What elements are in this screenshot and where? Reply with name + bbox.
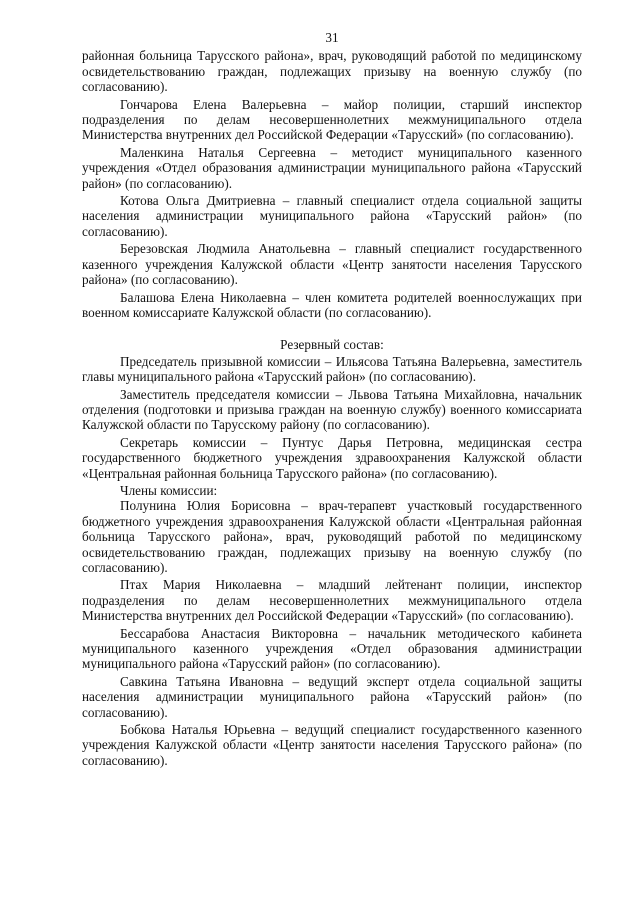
reserve-heading: Резервный состав: xyxy=(280,337,384,353)
member-paragraph: Савкина Татьяна Ивановна – ведущий эксперт отдела социальной защиты населения администрации муниципального района «Тарусский район» (по согласованию). xyxy=(82,673,582,720)
reserve-chair-paragraph: Председатель призывной комиссии – Ильясова Татьяна Валерьевна, заместитель главы муниципального района «Тарусский район» (по согласованию). xyxy=(82,353,582,385)
member-paragraph: Бобкова Наталья Юрьевна – ведущий специалист государственного казенного учреждения Калужской области «Центр занятости населения Тарусского района» (по согласованию). xyxy=(82,722,582,768)
member-paragraph: Балашова Елена Николаевна – член комитета родителей военнослужащих при военном комиссариате Калужской области (по согласованию). xyxy=(82,289,582,320)
paragraph-continuation: районная больница Тарусского района», врач, руководящий работой по медицинскому освидетельствованию граждан, подлежащих призыву на военную службу (по согласованию). xyxy=(82,48,582,95)
reserve-deputy-paragraph: Заместитель председателя комиссии – Львова Татьяна Михайловна, начальник отделения (подготовки и призыва граждан на военную службу) военного комиссариата Калужской области по Тарусскому району (по согласованию). xyxy=(82,386,582,433)
member-paragraph: Птах Мария Николаевна – младший лейтенант полиции, инспектор подразделения по делам несовершеннолетних межмуниципального отдела Министерства внутренних дел Российской Федерации «Тарусский» (по согласованию). xyxy=(82,577,582,624)
page-number: 31 xyxy=(325,30,339,45)
member-paragraph: Гончарова Елена Валерьевна – майор полиции, старший инспектор подразделения по делам несовершеннолетних межмуниципального отдела Министерства внутренних дел Российской Федерации «Тарусский» (по согласованию). xyxy=(82,96,582,143)
member-paragraph: Березовская Людмила Анатольевна – главный специалист государственного казенного учреждения Калужской области «Центр занятости населения Тарусского района» (по согласованию). xyxy=(82,241,582,288)
member-paragraph: Котова Ольга Дмитриевна – главный специалист отдела социальной защиты населения администрации муниципального района «Тарусский район» (по согласованию). xyxy=(82,193,582,239)
reserve-secretary-paragraph: Секретарь комиссии – Пунтус Дарья Петровна, медицинская сестра государственного бюджетного учреждения здравоохранения Калужской области «Центральная районная больница Тарусского района» (по согласованию). xyxy=(82,434,582,481)
member-paragraph: Бессарабова Анастасия Викторовна – начальник методического кабинета муниципального казенного учреждения «Отдел образования администрации муниципального района «Тарусский район» (по согласованию). xyxy=(82,625,582,672)
member-paragraph: Полунина Юлия Борисовна – врач-терапевт участковый государственного бюджетного учреждения здравоохранения Калужской области «Центральная районная больница Тарусского района», врач, руководящий работой по медицинскому освидетельствованию граждан, подлежащих призыву на военную службу (по согласованию). xyxy=(82,498,582,575)
members-label: Члены комиссии: xyxy=(120,482,218,498)
member-paragraph: Маленкина Наталья Сергеевна – методист муниципального казенного учреждения «Отдел образования администрации муниципального района «Тарусский район» (по согласованию). xyxy=(82,144,582,191)
